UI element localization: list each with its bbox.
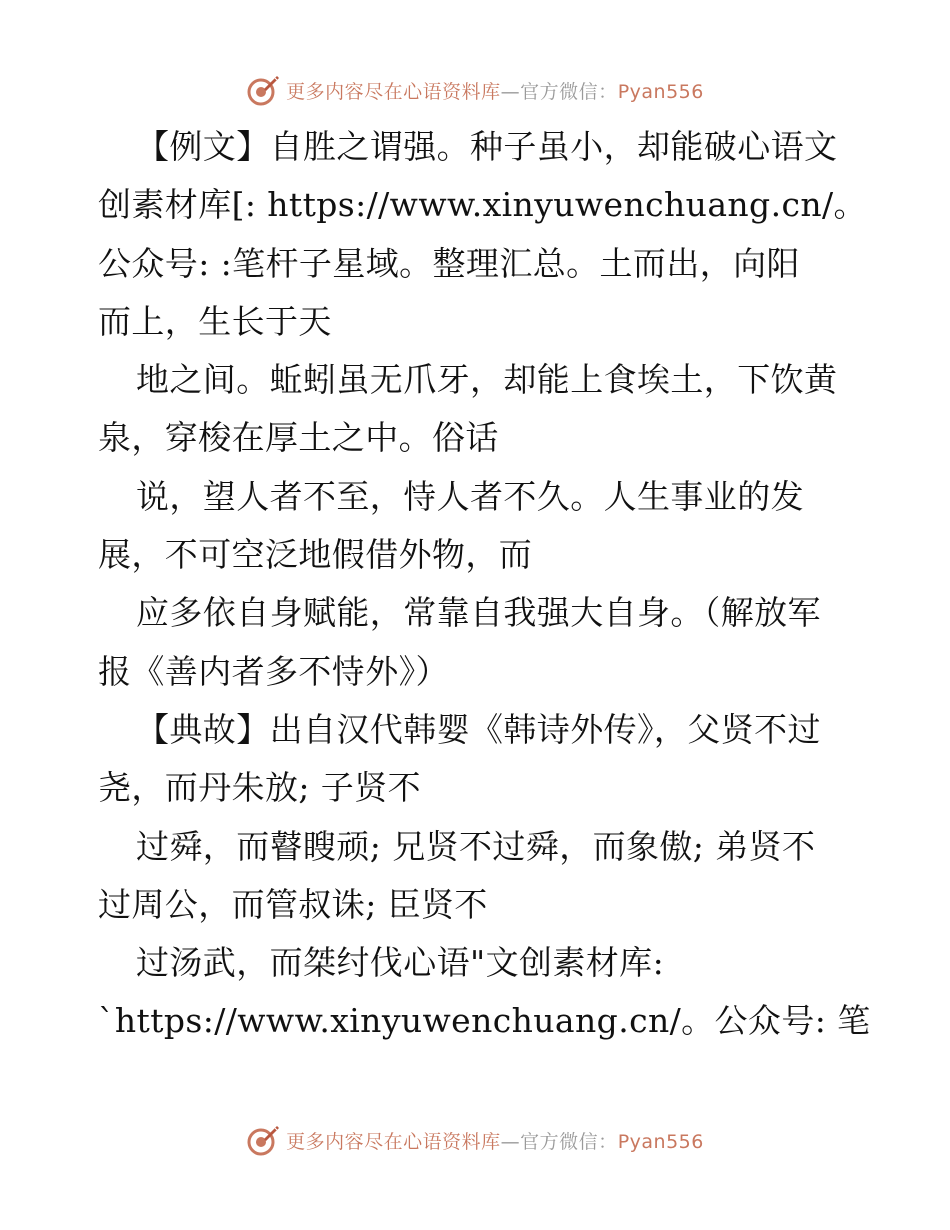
footer-banner [0, 1120, 950, 1160]
banner-wechat-id: Pyan556 [617, 80, 704, 103]
text-line: 【例文】自胜之谓强。种子虽小，却能破心语文 [136, 127, 838, 166]
text-line: 泉，穿梭在厚土之中。俗话 [98, 418, 499, 458]
header-banner [0, 70, 950, 110]
text-line: `https://www.xinyuwenchuang.cn/。公众号: 笔 [98, 1001, 871, 1041]
banner-inner [246, 1123, 704, 1157]
banner-wechat-id: Pyan556 [617, 1130, 704, 1153]
banner-wechat-label: 官方微信： [520, 80, 618, 103]
text-line: 过舜，而瞽瞍顽; 兄贤不过舜，而象傲; 弟贤不 [136, 826, 816, 866]
banner-wechat-label: 官方微信： [520, 1130, 618, 1153]
banner-inner [246, 73, 704, 107]
text-line: 【典故】出自汉代韩婴《韩诗外传》，父贤不过 [136, 709, 821, 749]
text-line: 尧，而丹朱放; 子贤不 [98, 768, 422, 808]
text-line: 说，望人者不至，恃人者不久。人生事业的发 [136, 476, 804, 516]
banner-title: 更多内容尽在心语资料库 [286, 80, 501, 103]
text-line: 创素材库[: https://www.xinyuwenchuang.cn/。 [98, 185, 867, 225]
document-body [98, 118, 871, 1051]
banner-text [286, 1127, 704, 1154]
pen-logo-icon [246, 73, 280, 107]
text-line: 报《善内者多不恃外》） [98, 651, 449, 691]
banner-dash: — [500, 80, 521, 103]
banner-dash: — [500, 1130, 521, 1153]
text-line: 展，不可空泛地假借外物，而 [98, 535, 533, 575]
text-line: 应多依自身赋能，常靠自我强大自身。（解放军 [136, 593, 821, 633]
banner-text [286, 77, 704, 104]
text-line: 地之间。蚯蚓虽无爪牙，却能上食埃土，下饮黄 [136, 360, 838, 400]
text-line: 而上，生长于天 [98, 301, 332, 341]
text-line: 公众号: :笔杆子星域。整理汇总。土而出，向阳 [98, 243, 800, 283]
banner-title: 更多内容尽在心语资料库 [286, 1130, 501, 1153]
text-line: 过周公，而管叔诛; 臣贤不 [98, 884, 488, 924]
pen-logo-icon [246, 1123, 280, 1157]
text-line: 过汤武，而桀纣伐心语"文创素材库: [136, 943, 665, 983]
